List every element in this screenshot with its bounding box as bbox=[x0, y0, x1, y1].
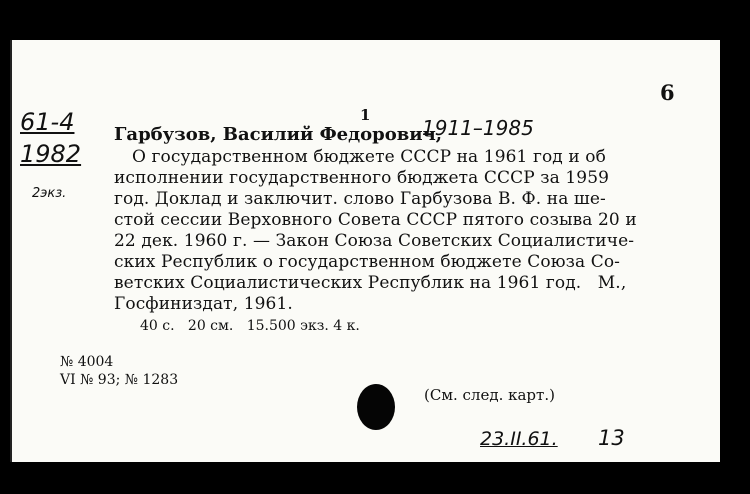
body-line-5: 22 дек. 1960 г. — Закон Союза Советских Социалистиче- bbox=[114, 231, 635, 251]
stamp-number: 13 bbox=[598, 426, 625, 450]
body-line-1: О государственном бюджете СССР на 1961 год и об bbox=[132, 147, 606, 167]
author-dates: 1911–1985 bbox=[422, 116, 534, 140]
collation: 40 с. 20 см. 15.500 экз. 4 к. bbox=[140, 318, 360, 334]
author-heading: Гарбузов, Василий Федорович, bbox=[114, 124, 443, 145]
reference-series: VI № 93; № 1283 bbox=[60, 372, 179, 388]
continuation-note: (См. след. карт.) bbox=[424, 386, 555, 404]
card-left-edge bbox=[10, 40, 12, 462]
body-line-4: стой сессии Верховного Совета СССР пятого созыва 20 и bbox=[114, 210, 637, 230]
body-line-2: исполнении государственного бюджета СССР за 1959 bbox=[114, 168, 610, 188]
date-stamp: 23.II.61. bbox=[480, 428, 558, 450]
item-number: 1 bbox=[360, 106, 371, 124]
shelfmark-top: 61-4 bbox=[20, 108, 75, 136]
reference-number: № 4004 bbox=[60, 354, 114, 370]
punch-hole bbox=[357, 384, 395, 430]
card-number: 6 bbox=[660, 80, 675, 105]
body-line-8: Госфиниздат, 1961. bbox=[114, 294, 293, 314]
body-line-7: ветских Социалистических Республик на 1961 год. М., bbox=[114, 273, 627, 293]
margin-note: 2экз. bbox=[32, 186, 67, 201]
shelfmark-year: 1982 bbox=[20, 140, 82, 168]
body-line-3: год. Доклад и заключит. слово Гарбузова В. Ф. на ше- bbox=[114, 189, 606, 209]
body-line-6: ских Республик о государственном бюджете Союза Со- bbox=[114, 252, 620, 272]
catalog-card bbox=[10, 40, 720, 462]
